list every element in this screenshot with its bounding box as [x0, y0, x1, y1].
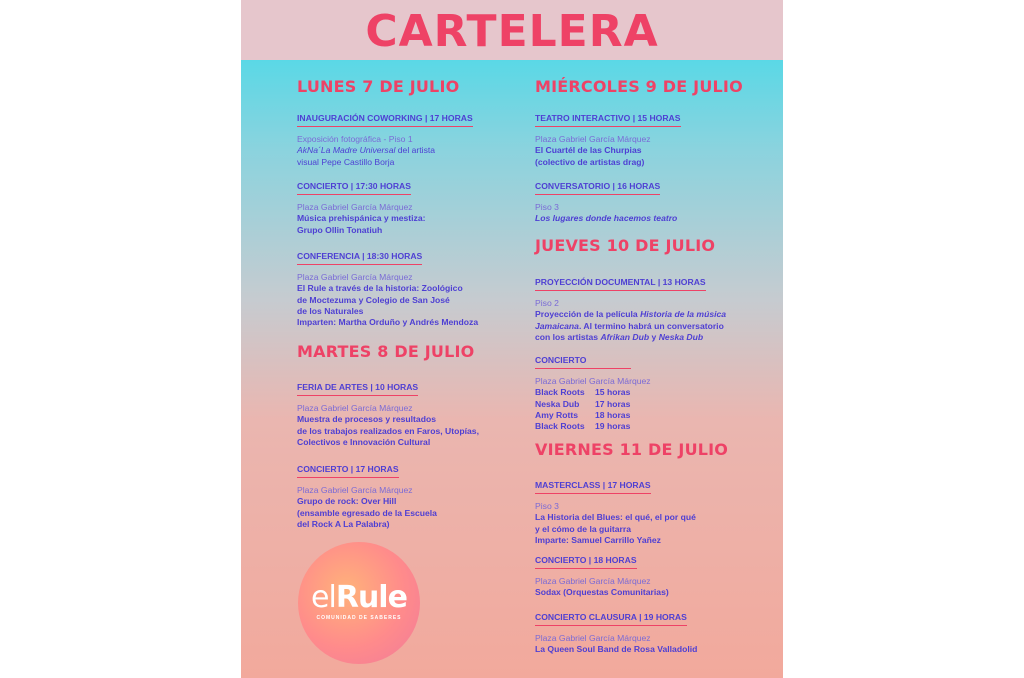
event-location: Piso 3 — [535, 202, 559, 212]
band-row — [535, 410, 783, 421]
band-time: 18 horas — [595, 409, 631, 420]
band-row — [535, 387, 783, 398]
event-description-line: (colectivo de artistas drag) — [535, 156, 645, 167]
event-location: Plaza Gabriel García Márquez — [297, 403, 413, 413]
event-poster — [241, 0, 783, 678]
event-description-line: El Cuartél de las Churpias — [535, 145, 642, 156]
event-description-line: Música prehispánica y mestiza: — [297, 213, 426, 224]
poster-title: CARTELERA — [365, 6, 659, 57]
description-text: . Al termino habrá un conversatorio — [578, 320, 724, 331]
event-description-line: Imparten: Martha Orduño y Andrés Mendoza — [297, 317, 479, 328]
band-name: Black Roots — [535, 387, 585, 398]
event-location: Plaza Gabriel García Márquez — [297, 202, 413, 212]
event-location: Plaza Gabriel García Márquez — [535, 633, 651, 643]
logo-wordmark — [298, 580, 420, 615]
event-conversatorio — [535, 176, 783, 225]
band-time: 19 horas — [595, 421, 631, 432]
band-row — [535, 399, 783, 410]
logo-prefix: el — [311, 580, 336, 615]
event-description-line: visual Pepe Castillo Borja — [297, 156, 395, 167]
description-text: y — [649, 331, 659, 342]
event-heading: CONCIERTO | 18 HORAS — [535, 555, 637, 569]
event-description-line: Grupo de rock: Over Hill — [297, 496, 397, 507]
logo-name: Rule — [335, 580, 407, 615]
event-location: Plaza Gabriel García Márquez — [297, 485, 413, 495]
event-concierto-17 — [297, 459, 547, 530]
description-text: del artista — [395, 145, 436, 156]
event-description-line: y el cómo de la guitarra — [535, 523, 631, 534]
band-time: 17 horas — [595, 398, 631, 409]
event-proyeccion-documental — [535, 272, 783, 343]
event-heading: CONCIERTO | 17:30 HORAS — [297, 181, 411, 195]
description-text: con los artistas — [535, 331, 601, 342]
event-description-line — [535, 321, 783, 332]
event-concierto-viernes — [535, 550, 783, 599]
event-description-line: (ensamble egresado de la Escuela — [297, 507, 437, 518]
event-conferencia — [297, 246, 547, 328]
event-concierto-clausura — [535, 607, 783, 656]
event-description-line: Muestra de procesos y resultados — [297, 414, 436, 425]
event-heading: CONVERSATORIO | 16 HORAS — [535, 181, 660, 195]
talk-title: Los lugares donde hacemos teatro — [535, 213, 678, 224]
film-title: Historia de la música — [640, 309, 727, 320]
event-description-line — [297, 145, 547, 156]
event-location: Plaza Gabriel García Márquez — [535, 376, 651, 386]
band-name: Black Roots — [535, 421, 585, 432]
event-description-line: El Rule a través de la historia: Zoológico — [297, 283, 463, 294]
event-description-line — [535, 309, 783, 320]
film-title: Jamaicana — [535, 320, 579, 331]
event-heading: MASTERCLASS | 17 HORAS — [535, 480, 651, 494]
event-heading: PROYECCIÓN DOCUMENTAL | 13 HORAS — [535, 277, 706, 291]
description-text: Proyección de la película — [535, 309, 641, 320]
event-location: Piso 2 — [535, 298, 559, 308]
event-location: Plaza Gabriel García Márquez — [297, 272, 413, 282]
event-heading: TEATRO INTERACTIVO | 15 HORAS — [535, 113, 681, 127]
artist-name: Afrikan Dub — [600, 331, 650, 342]
event-location: Plaza Gabriel García Márquez — [535, 134, 651, 144]
day-heading-friday: VIERNES 11 DE JULIO — [535, 440, 729, 459]
event-heading: CONCIERTO CLAUSURA | 19 HORAS — [535, 612, 687, 626]
event-concierto-jueves — [535, 350, 783, 432]
event-masterclass — [535, 475, 783, 546]
event-description-line: La Queen Soul Band de Rosa Valladolid — [535, 644, 698, 655]
event-heading: CONFERENCIA | 18:30 HORAS — [297, 251, 422, 265]
event-description-line: Sodax (Orquestas Comunitarias) — [535, 587, 669, 598]
event-description-line — [535, 213, 783, 224]
event-description-line: La Historia del Blues: el qué, el por qué — [535, 512, 696, 523]
day-heading-tuesday: MARTES 8 DE JULIO — [297, 342, 475, 361]
artwork-title: AkNa´La Madre Universal — [297, 145, 396, 156]
day-heading-wednesday: MIÉRCOLES 9 DE JULIO — [535, 77, 743, 96]
event-description-line: de Moctezuma y Colegio de San José — [297, 294, 450, 305]
event-description-line: de los trabajos realizados en Faros, Utopías, — [297, 425, 479, 436]
band-time: 15 horas — [595, 387, 631, 398]
band-name: Neska Dub — [535, 398, 580, 409]
event-heading: FERIA DE ARTES | 10 HORAS — [297, 382, 418, 396]
event-description-line: Colectivos e Innovación Cultural — [297, 436, 431, 447]
event-location: Plaza Gabriel García Márquez — [535, 576, 651, 586]
day-heading-monday: LUNES 7 DE JULIO — [297, 77, 460, 96]
event-description-line: Grupo Ollin Tonatiuh — [297, 224, 383, 235]
event-description-line — [535, 332, 783, 343]
event-teatro-interactivo — [535, 108, 783, 168]
logo-subtitle: COMUNIDAD DE SABERES — [316, 615, 402, 621]
event-location: Exposición fotográfica - Piso 1 — [297, 134, 413, 144]
el-rule-logo — [298, 542, 420, 664]
event-description-line: Imparte: Samuel Carrillo Yañez — [535, 534, 661, 545]
event-feria-de-artes — [297, 377, 547, 448]
event-concierto-1730 — [297, 176, 547, 236]
event-location: Piso 3 — [535, 501, 559, 511]
band-name: Amy Rotts — [535, 409, 578, 420]
event-description-line: del Rock A La Palabra) — [297, 518, 390, 529]
artist-name: Neska Dub — [658, 331, 704, 342]
day-heading-thursday: JUEVES 10 DE JULIO — [535, 236, 716, 255]
event-heading: CONCIERTO — [535, 355, 631, 369]
band-row — [535, 421, 783, 432]
event-description-line: de los Naturales — [297, 305, 364, 316]
event-heading: CONCIERTO | 17 HORAS — [297, 464, 399, 478]
event-inauguracion — [297, 108, 547, 168]
event-heading: INAUGURACIÓN COWORKING | 17 HORAS — [297, 113, 473, 127]
